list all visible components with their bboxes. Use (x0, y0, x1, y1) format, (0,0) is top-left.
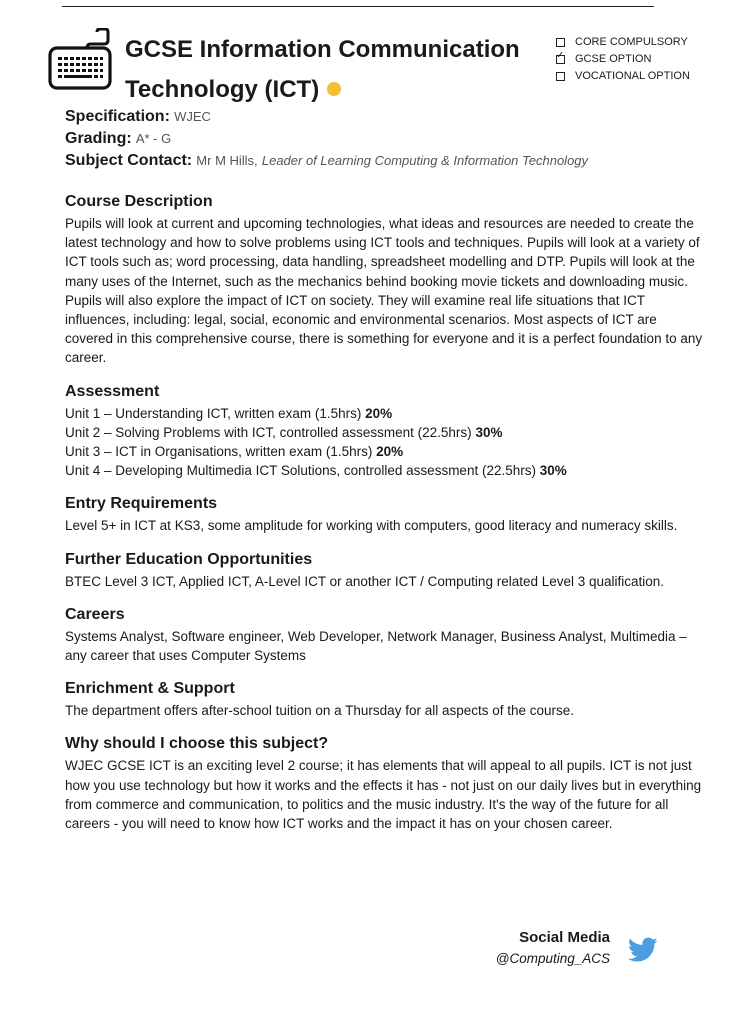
section-heading: Course Description (65, 193, 213, 210)
top-rule (62, 6, 654, 7)
unit-text: Unit 4 – Developing Multimedia ICT Solutions, controlled assessment (22.5hrs) (65, 463, 536, 479)
option-gcse[interactable] (556, 51, 746, 68)
unit-weight: 30% (475, 424, 503, 440)
checkbox-gcse[interactable] (556, 55, 565, 64)
option-vocational[interactable] (556, 68, 746, 85)
social-media-label: Social Media (519, 929, 610, 946)
subject-meta (65, 106, 725, 172)
unit-text: Unit 3 – ICT in Organisations, written exam (1.5hrs) (65, 444, 373, 460)
specification-label: Specification: (65, 108, 170, 125)
unit-weight: 20% (365, 405, 393, 421)
course-type-options (556, 34, 746, 85)
page-title: GCSE Information Communication Technology (ICT) (125, 36, 520, 103)
option-label: CORE COMPULSORY (575, 36, 688, 48)
checkbox-vocational[interactable] (556, 72, 565, 81)
contact-name: Mr M Hills, (196, 153, 258, 168)
unit-weight: 20% (376, 444, 404, 460)
unit-item (65, 404, 705, 423)
option-core-compulsory[interactable] (556, 34, 746, 51)
section-text: WJEC GCSE ICT is an exciting level 2 course; it has elements that will appeal to all pupils. ICT is not just how you use technology but how it works and the effects it has - not just on our daily lives but in everything from commerce and communication, to politics and the music industry. It's the way of the future for all careers - you will need to know how ICT works and the impact it has on your chosen career. (65, 758, 702, 832)
option-label: GCSE OPTION (575, 53, 652, 65)
unit-item (65, 442, 705, 461)
checkbox-core[interactable] (556, 38, 565, 47)
further-education-section (65, 548, 705, 591)
section-text: Level 5+ in ICT at KS3, some amplitude for working with computers, good literacy and numeracy skills. (65, 518, 678, 534)
enrichment-section (65, 677, 705, 720)
careers-section (65, 603, 705, 665)
section-text: Pupils will look at current and upcoming technologies, what ideas and resources are needed to create the latest technology and how to solve problems using ICT tools and techniques. Pupils will look at a variety of ICT tools such as; word processing, data handling, spreadsheet modelling and DTP. Pupils will look at the many uses of the Internet, such as the mechanics behind booking movie tickets and downloading music. Pupils will also explore the impact of ICT on society. They will examine real life situations that ICT influences, including: legal, social, economic and environmental scenarios. Most aspects of ICT are covered in this comprehensive course, there is something for everyone and it is a perfect foundation to any career. (65, 216, 703, 366)
twitter-bird-icon[interactable] (628, 937, 658, 963)
specification-value: WJEC (174, 109, 211, 124)
section-heading: Enrichment & Support (65, 680, 235, 698)
contact-label: Subject Contact: (65, 152, 193, 169)
grading-row (65, 128, 725, 150)
status-dot (327, 82, 341, 96)
section-heading: Careers (65, 605, 125, 623)
specification-row (65, 106, 725, 128)
section-text: BTEC Level 3 ICT, Applied ICT, A-Level ICT or another ICT / Computing related Level 3 qualification. (65, 573, 665, 589)
option-label: VOCATIONAL OPTION (575, 70, 690, 82)
twitter-handle[interactable]: @Computing_ACS (495, 951, 610, 966)
grading-label: Grading: (65, 130, 132, 147)
twitter-bird-shape (628, 938, 658, 962)
section-heading: Further Education Opportunities (65, 550, 313, 568)
unit-list (65, 404, 705, 481)
section-text: Systems Analyst, Software engineer, Web Developer, Network Manager, Business Analyst, Multimedia – any career that uses Computer Systems (65, 628, 687, 664)
grading-value: A* - G (135, 131, 172, 146)
section-heading: Entry Requirements (65, 495, 218, 513)
section-heading: Why should I choose this subject? (65, 735, 329, 753)
unit-text: Unit 1 – Understanding ICT, written exam (1.5hrs) (65, 405, 362, 421)
section-text: The department offers after-school tuition on a Thursday for all aspects of the course. (65, 703, 575, 719)
contact-row (65, 150, 725, 172)
unit-item (65, 423, 705, 442)
social-media (460, 927, 610, 969)
entry-requirements-section (65, 492, 705, 535)
section-heading: Assessment (65, 382, 160, 400)
keyboard-icon (47, 28, 113, 92)
assessment-section (65, 380, 705, 481)
unit-text: Unit 2 – Solving Problems with ICT, controlled assessment (22.5hrs) (65, 424, 472, 440)
unit-item (65, 461, 705, 480)
course-description-section (65, 190, 705, 368)
main-content (65, 190, 705, 845)
unit-weight: 30% (539, 463, 567, 479)
why-choose-section (65, 732, 705, 833)
contact-role: Leader of Learning Computing & Information Technology (261, 153, 589, 168)
